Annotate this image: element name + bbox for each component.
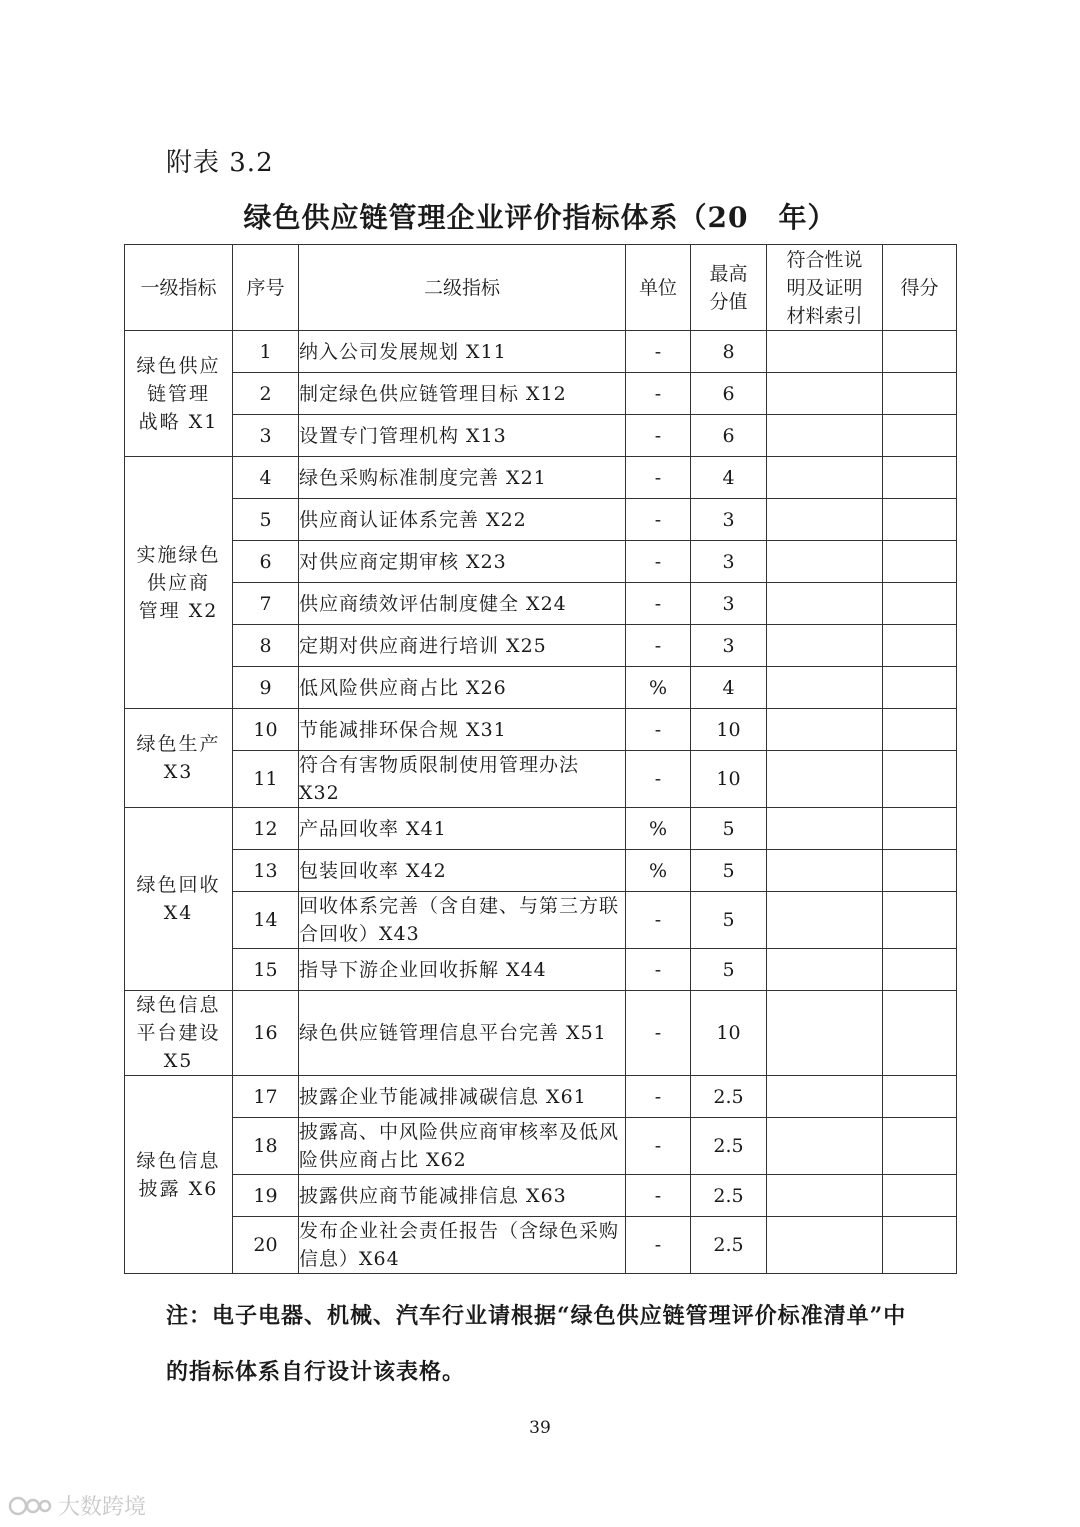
header-unit: 单位 — [626, 245, 691, 331]
watermark — [8, 1490, 146, 1521]
indicator-cell: 供应商绩效评估制度健全 X24 — [299, 583, 626, 625]
evidence-cell — [767, 709, 883, 751]
max-score-cell: 5 — [691, 850, 767, 892]
table-row — [125, 850, 957, 892]
table-row — [125, 541, 957, 583]
unit-cell: % — [626, 808, 691, 850]
max-score-cell: 10 — [691, 709, 767, 751]
evidence-cell — [767, 892, 883, 949]
evidence-cell — [767, 949, 883, 991]
unit-cell: - — [626, 415, 691, 457]
score-cell — [883, 751, 957, 808]
max-score-cell: 2.5 — [691, 1175, 767, 1217]
indicator-cell: 产品回收率 X41 — [299, 808, 626, 850]
evidence-cell — [767, 1118, 883, 1175]
evidence-cell — [767, 499, 883, 541]
score-cell — [883, 499, 957, 541]
unit-cell: - — [626, 625, 691, 667]
unit-cell: - — [626, 541, 691, 583]
table-row — [125, 373, 957, 415]
header-level2: 二级指标 — [299, 245, 626, 331]
seq-cell: 14 — [233, 892, 299, 949]
seq-cell: 17 — [233, 1076, 299, 1118]
unit-cell: - — [626, 1076, 691, 1118]
max-score-cell: 5 — [691, 949, 767, 991]
evidence-cell — [767, 331, 883, 373]
evidence-cell — [767, 667, 883, 709]
unit-cell: - — [626, 991, 691, 1076]
header-seq: 序号 — [233, 245, 299, 331]
score-cell — [883, 415, 957, 457]
max-score-cell: 4 — [691, 667, 767, 709]
category-cell-x6 — [125, 1076, 233, 1274]
category-line: 绿色信息 — [136, 994, 221, 1016]
table-row — [125, 625, 957, 667]
indicator-cell: 发布企业社会责任报告（含绿色采购信息）X64 — [299, 1217, 626, 1274]
table-row — [125, 457, 957, 499]
max-score-cell: 10 — [691, 991, 767, 1076]
header-max-score-line: 最高 — [709, 262, 748, 285]
seq-cell: 19 — [233, 1175, 299, 1217]
indicator-cell: 绿色供应链管理信息平台完善 X51 — [299, 991, 626, 1076]
category-line: 绿色生产 — [136, 733, 221, 755]
document-title — [0, 196, 1080, 236]
indicator-cell: 披露企业节能减排减碳信息 X61 — [299, 1076, 626, 1118]
indicator-cell: 纳入公司发展规划 X11 — [299, 331, 626, 373]
max-score-cell: 2.5 — [691, 1118, 767, 1175]
category-line: 管理 X2 — [138, 599, 219, 622]
indicator-cell: 低风险供应商占比 X26 — [299, 667, 626, 709]
seq-cell: 15 — [233, 949, 299, 991]
category-line: 供应商 — [146, 571, 210, 594]
unit-cell: - — [626, 331, 691, 373]
max-score-cell: 5 — [691, 892, 767, 949]
max-score-cell: 4 — [691, 457, 767, 499]
header-evidence-line: 符合性说 — [786, 248, 863, 271]
unit-cell: - — [626, 373, 691, 415]
score-cell — [883, 1076, 957, 1118]
table-row — [125, 709, 957, 751]
score-cell — [883, 850, 957, 892]
seq-cell: 10 — [233, 709, 299, 751]
evidence-cell — [767, 991, 883, 1076]
unit-cell: - — [626, 751, 691, 808]
score-cell — [883, 808, 957, 850]
seq-cell: 16 — [233, 991, 299, 1076]
seq-cell: 3 — [233, 415, 299, 457]
indicator-cell: 定期对供应商进行培训 X25 — [299, 625, 626, 667]
indicator-cell: 对供应商定期审核 X23 — [299, 541, 626, 583]
watermark-logo-icon — [8, 1493, 52, 1519]
evaluation-indicator-table — [124, 244, 957, 1274]
category-line: 披露 X6 — [138, 1177, 219, 1200]
unit-cell: - — [626, 583, 691, 625]
seq-cell: 8 — [233, 625, 299, 667]
category-cell-x1 — [125, 331, 233, 457]
page-number: 39 — [529, 1418, 551, 1438]
seq-cell: 2 — [233, 373, 299, 415]
score-cell — [883, 541, 957, 583]
max-score-cell: 3 — [691, 625, 767, 667]
seq-cell: 20 — [233, 1217, 299, 1274]
category-cell-x3 — [125, 709, 233, 808]
category-line: 绿色信息 — [136, 1149, 221, 1172]
max-score-cell: 3 — [691, 583, 767, 625]
score-cell — [883, 709, 957, 751]
max-score-cell: 8 — [691, 331, 767, 373]
seq-cell: 1 — [233, 331, 299, 373]
score-cell — [883, 1175, 957, 1217]
unit-cell: - — [626, 1175, 691, 1217]
score-cell — [883, 583, 957, 625]
score-cell — [883, 373, 957, 415]
indicator-cell: 制定绿色供应链管理目标 X12 — [299, 373, 626, 415]
table-row — [125, 499, 957, 541]
evidence-cell — [767, 457, 883, 499]
category-line: X5 — [163, 1050, 194, 1072]
max-score-cell: 6 — [691, 373, 767, 415]
header-evidence-line: 材料索引 — [786, 304, 863, 327]
category-line: 平台建设 — [136, 1022, 221, 1044]
evidence-cell — [767, 850, 883, 892]
table-row — [125, 991, 957, 1076]
evidence-cell — [767, 625, 883, 667]
title-suffix: 年） — [778, 201, 837, 234]
table-row — [125, 949, 957, 991]
header-level1: 一级指标 — [125, 245, 233, 331]
unit-cell: - — [626, 1217, 691, 1274]
table-row — [125, 583, 957, 625]
table-row — [125, 415, 957, 457]
max-score-cell: 6 — [691, 415, 767, 457]
category-line: 绿色回收 — [136, 874, 221, 896]
unit-cell: - — [626, 499, 691, 541]
indicator-cell: 供应商认证体系完善 X22 — [299, 499, 626, 541]
unit-cell: - — [626, 949, 691, 991]
max-score-cell: 2.5 — [691, 1076, 767, 1118]
score-cell — [883, 457, 957, 499]
table-row — [125, 331, 957, 373]
category-line: 链管理 — [146, 382, 210, 405]
seq-cell: 13 — [233, 850, 299, 892]
unit-cell: - — [626, 1118, 691, 1175]
category-line: 实施绿色 — [136, 543, 221, 566]
evidence-cell — [767, 583, 883, 625]
indicator-cell: 设置专门管理机构 X13 — [299, 415, 626, 457]
indicator-cell: 包装回收率 X42 — [299, 850, 626, 892]
unit-cell: % — [626, 850, 691, 892]
max-score-cell: 3 — [691, 499, 767, 541]
category-line: X3 — [163, 761, 194, 783]
category-line: 战略 X1 — [138, 410, 219, 433]
unit-cell: - — [626, 892, 691, 949]
score-cell — [883, 625, 957, 667]
evidence-cell — [767, 1217, 883, 1274]
table-header-row — [125, 245, 957, 331]
table-row — [125, 892, 957, 949]
evidence-cell — [767, 751, 883, 808]
score-cell — [883, 892, 957, 949]
indicator-cell: 披露高、中风险供应商审核率及低风险供应商占比 X62 — [299, 1118, 626, 1175]
max-score-cell: 3 — [691, 541, 767, 583]
seq-cell: 9 — [233, 667, 299, 709]
seq-cell: 4 — [233, 457, 299, 499]
header-score: 得分 — [883, 245, 957, 331]
indicator-cell: 指导下游企业回收拆解 X44 — [299, 949, 626, 991]
indicator-cell: 符合有害物质限制使用管理办法 X32 — [299, 751, 626, 808]
table-row — [125, 1217, 957, 1274]
title-main: 绿色供应链管理企业评价指标体系（20 — [243, 201, 749, 234]
max-score-cell: 2.5 — [691, 1217, 767, 1274]
max-score-cell: 5 — [691, 808, 767, 850]
score-cell — [883, 949, 957, 991]
indicator-cell: 绿色采购标准制度完善 X21 — [299, 457, 626, 499]
table-row — [125, 1118, 957, 1175]
evidence-cell — [767, 373, 883, 415]
unit-cell: % — [626, 667, 691, 709]
unit-cell: - — [626, 457, 691, 499]
table-row — [125, 751, 957, 808]
evidence-cell — [767, 1175, 883, 1217]
category-cell-x5 — [125, 991, 233, 1076]
table-row — [125, 808, 957, 850]
table-row — [125, 667, 957, 709]
category-line: X4 — [163, 902, 194, 924]
header-evidence-line: 明及证明 — [786, 276, 863, 299]
score-cell — [883, 331, 957, 373]
category-line: 绿色供应 — [136, 354, 221, 377]
watermark-text: 大数跨境 — [58, 1495, 147, 1520]
header-evidence — [767, 245, 883, 331]
score-cell — [883, 667, 957, 709]
evidence-cell — [767, 415, 883, 457]
seq-cell: 6 — [233, 541, 299, 583]
header-max-score — [691, 245, 767, 331]
max-score-cell: 10 — [691, 751, 767, 808]
indicator-cell: 回收体系完善（含自建、与第三方联合回收）X43 — [299, 892, 626, 949]
score-cell — [883, 991, 957, 1076]
evidence-cell — [767, 541, 883, 583]
seq-cell: 12 — [233, 808, 299, 850]
header-max-score-line: 分值 — [709, 290, 748, 313]
unit-cell: - — [626, 709, 691, 751]
category-cell-x4 — [125, 808, 233, 991]
category-cell-x2 — [125, 457, 233, 709]
footnote: 注：电子电器、机械、汽车行业请根据“绿色供应链管理评价标准清单”中的指标体系自行设计该表格。 — [166, 1303, 907, 1385]
evidence-cell — [767, 808, 883, 850]
seq-cell: 7 — [233, 583, 299, 625]
score-cell — [883, 1217, 957, 1274]
seq-cell: 18 — [233, 1118, 299, 1175]
table-row — [125, 1175, 957, 1217]
appendix-label: 附表 3.2 — [166, 148, 274, 178]
table-row — [125, 1076, 957, 1118]
evidence-cell — [767, 1076, 883, 1118]
seq-cell: 5 — [233, 499, 299, 541]
indicator-cell: 披露供应商节能减排信息 X63 — [299, 1175, 626, 1217]
score-cell — [883, 1118, 957, 1175]
seq-cell: 11 — [233, 751, 299, 808]
indicator-cell: 节能减排环保合规 X31 — [299, 709, 626, 751]
